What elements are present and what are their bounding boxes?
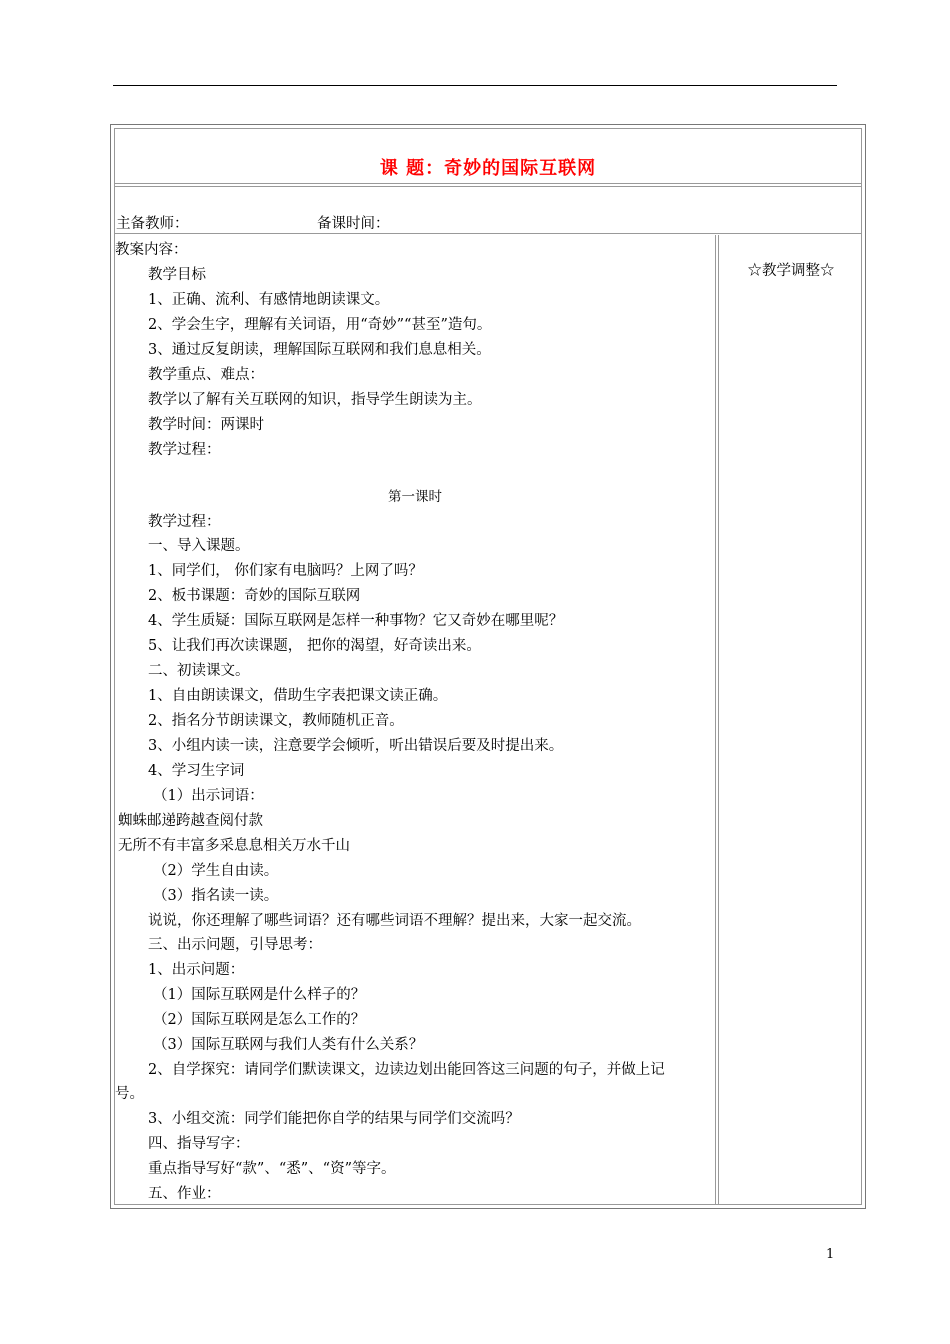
adjustment-column <box>721 235 861 1204</box>
content-line: 五、作业： <box>148 1186 221 1202</box>
column-divider <box>718 235 719 1204</box>
content-line: 2、学会生字，理解有关词语，用“奇妙”“甚至”造句。 <box>148 317 492 333</box>
lesson-title: 课 题：奇妙的国际互联网 <box>379 158 597 179</box>
content-line: 3、通过反复朗读，理解国际互联网和我们息息相关。 <box>148 342 491 358</box>
prep-time-label: 备课时间： <box>317 216 390 232</box>
adjustment-label: ☆教学调整☆ <box>747 263 835 279</box>
content-line: 重点指导写好“款”、“悉”、“资”等字。 <box>148 1161 396 1177</box>
content-line: （2）学生自由读。 <box>153 863 279 879</box>
content-line: （1）出示词语： <box>153 788 264 804</box>
content-line: 教学目标 <box>148 267 206 283</box>
content-line: 3、小组内读一读，注意要学会倾听，听出错误后要及时提出来。 <box>148 738 564 754</box>
content-line: 二、初读课文。 <box>148 663 250 679</box>
content-line: 说说，你还理解了哪些词语？还有哪些词语不理解？提出来，大家一起交流。 <box>148 913 641 929</box>
content-line: 教学重点、难点： <box>148 367 264 383</box>
content-line: （2）国际互联网是怎么工作的？ <box>153 1012 366 1028</box>
content-line: 1、同学们， 你们家有电脑吗？上网了吗？ <box>148 563 423 579</box>
content-line: 2、板书课题：奇妙的国际互联网 <box>148 588 361 604</box>
content-line: 1、出示问题： <box>148 962 245 978</box>
page-number: 1 <box>826 1247 835 1262</box>
content-line: 四、指导写字： <box>148 1136 250 1152</box>
content-line: （1）国际互联网是什么样子的？ <box>153 987 366 1003</box>
content-line: 蜘蛛邮递跨越查阅付款 <box>118 813 263 829</box>
content-line: 无所不有丰富多采息息相关万水千山 <box>118 838 350 854</box>
header-rule <box>113 85 837 86</box>
lesson-plan-table <box>110 124 866 1209</box>
content-line: 2、自学探究：请同学们默读课文，边读边划出能回答这三问题的句子，并做上记 <box>148 1062 665 1078</box>
content-line: （3）指名读一读。 <box>153 888 279 904</box>
content-line: （3）国际互联网与我们人类有什么关系？ <box>153 1037 424 1053</box>
content-line: 3、小组交流：同学们能把你自学的结果与同学们交流吗？ <box>148 1111 520 1127</box>
content-line: 4、学生质疑：国际互联网是怎样一种事物？它又奇妙在哪里呢？ <box>148 613 564 629</box>
content-line: 1、正确、流利、有感情地朗读课文。 <box>148 292 390 308</box>
content-line: 第一课时 <box>388 489 442 505</box>
content-line: 教案内容： <box>115 242 188 258</box>
content-line: 4、学习生字词 <box>148 763 245 779</box>
table-inner-border <box>114 128 862 1205</box>
content-line: 1、自由朗读课文，借助生字表把课文读正确。 <box>148 688 448 704</box>
content-line: 号。 <box>115 1086 144 1102</box>
content-line: 教学时间：两课时 <box>148 417 264 433</box>
content-line: 一、导入课题。 <box>148 538 250 554</box>
content-line: 教学过程： <box>148 514 221 530</box>
title-row <box>115 129 861 184</box>
teacher-row <box>115 187 861 234</box>
content-line: 2、指名分节朗读课文，教师随机正音。 <box>148 713 404 729</box>
content-line: 5、让我们再次读课题， 把你的渴望，好奇读出来。 <box>148 638 481 654</box>
content-line: 三、出示问题，引导思考： <box>148 937 322 953</box>
content-column <box>115 235 716 1204</box>
teacher-label: 主备教师： <box>116 216 189 232</box>
content-line: 教学过程： <box>148 442 221 458</box>
content-line: 教学以了解有关互联网的知识，指导学生朗读为主。 <box>148 392 482 408</box>
